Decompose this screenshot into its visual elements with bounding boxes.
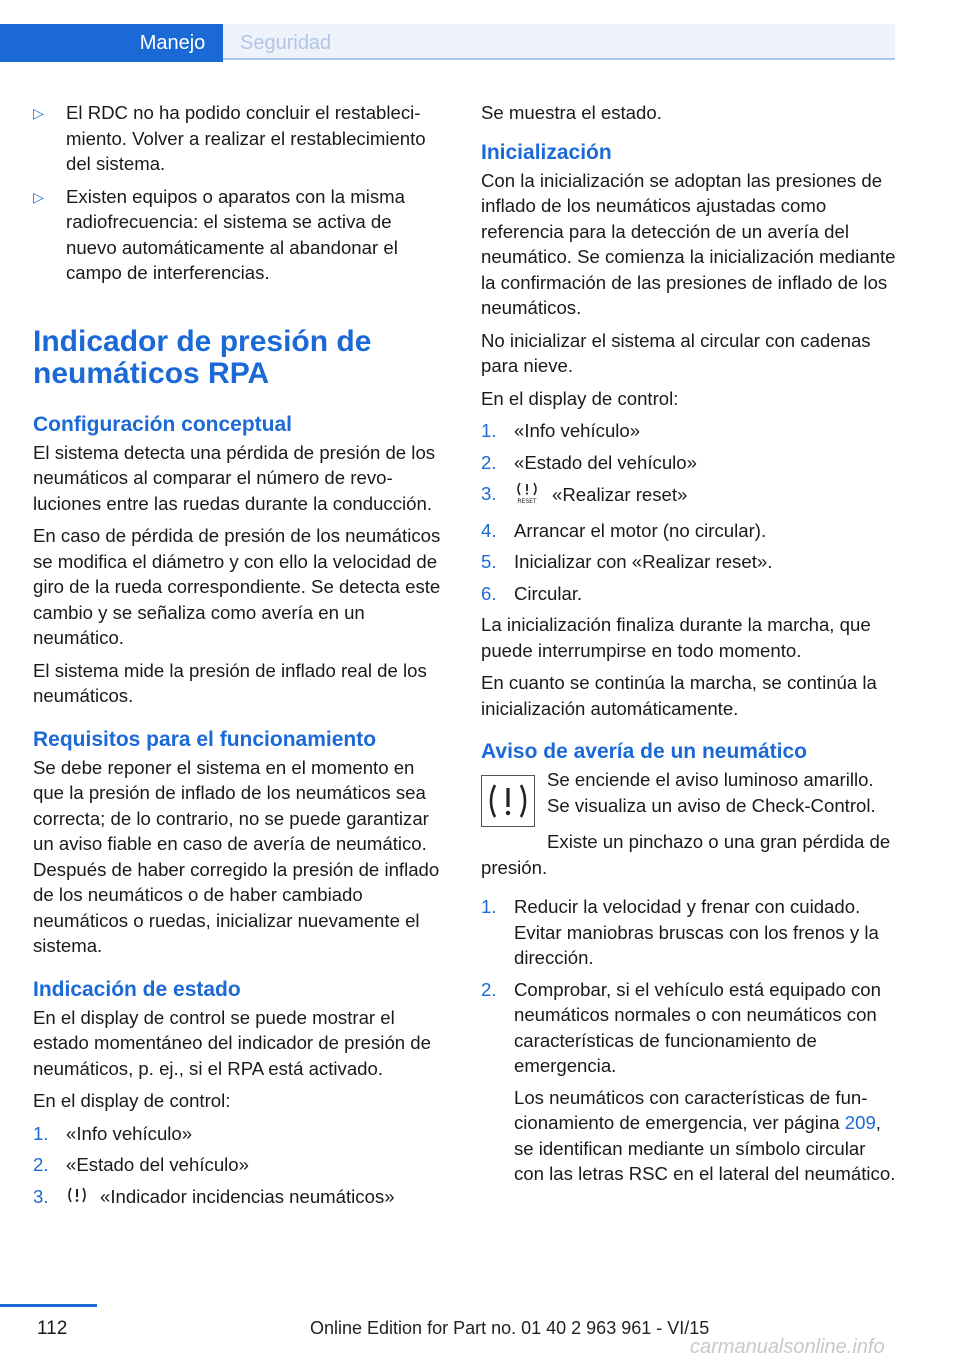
paragraph: En el display de control: — [33, 1090, 231, 1111]
bullet-text: El RDC no ha podido concluir el restablecimiento. Volver a realizar el restablecimiento del sistema. — [66, 102, 426, 174]
warning-text: Existe un pinchazo o una gran pérdida de presión. — [481, 831, 891, 878]
step-text: «Info vehículo» — [66, 1122, 193, 1144]
paragraph: En cuanto se continúa la marcha, se continúa la inicialización automáticamente. — [481, 672, 877, 719]
paragraph: En el display de control: — [481, 387, 679, 409]
heading-concept: Configuración conceptual — [33, 412, 293, 436]
paragraph: Se muestra el estado. — [481, 102, 662, 123]
bullet-text: Existen equipos o aparatos con la misma radiofrecuencia: el sistema se activa de nuevo automáticamente al abandonar el campo de interferencias. — [66, 185, 405, 283]
step-text: Arrancar el motor (no circular). — [514, 519, 767, 541]
list-item — [481, 549, 897, 575]
step-number: 4. — [481, 519, 497, 541]
paragraph: Se debe reponer el sistema en el momento en que la presión de inflado de los neumáticos sea correcta; de lo contrario, no se puede garantizar un aviso fiable en caso de avería de neumático. Después de haber corregido la presión de inflado de los neumáticos o de haber cambiado neumáticos o ruedas, inicializar nuevamente el sistema. — [33, 756, 440, 956]
step-text: Reducir la velocidad y frenar con cuidado. Evitar maniobras bruscas con los frenos y la dirección. — [514, 896, 879, 968]
svg-text:RESET: RESET — [517, 498, 537, 505]
step-text: «Info vehículo» — [514, 420, 641, 441]
watermark: carmanualsonline.info — [690, 1336, 885, 1358]
bullet-item — [33, 100, 447, 177]
triangle-bullet-icon: ▷ — [33, 188, 44, 205]
left-column — [33, 100, 447, 1218]
paragraph: La inicialización finaliza durante la marcha, que puede interrumpirse en todo momento. — [481, 614, 871, 661]
step-text: Comprobar, si el vehículo está equipado con neumáticos normales o con neumáticos con características de funcionamiento de emergencia. — [514, 978, 881, 1076]
step-number: 1. — [481, 420, 497, 441]
paragraph — [481, 829, 897, 880]
list-item — [481, 977, 897, 1187]
list-item — [481, 581, 897, 607]
step-number: 1. — [481, 896, 497, 917]
tab-seguridad[interactable]: Seguridad — [223, 24, 895, 60]
step-number: 2. — [481, 451, 497, 473]
heading-init: Inicialización — [481, 140, 612, 164]
tire-reset-icon — [514, 481, 540, 512]
tire-pressure-icon — [66, 1184, 88, 1213]
paragraph: En el display de control se puede mostrar el estado momentáneo del indicador de presión de neumáticos, p. ej., si el RPA está activado. — [33, 1006, 431, 1079]
tab-manejo[interactable]: Manejo — [122, 24, 223, 62]
paragraph: Se enciende el aviso luminoso amarillo. Se visualiza un aviso de Check-Control. — [547, 769, 876, 816]
step-number: 1. — [33, 1122, 49, 1144]
step-text: «Realizar reset» — [552, 484, 688, 506]
list-item — [481, 450, 897, 476]
list-item — [33, 1121, 447, 1147]
heading-fault: Aviso de avería de un neumático — [481, 740, 807, 763]
sub-text: Los neumáticos con características de funcionamiento de emergencia, ver página — [514, 1086, 868, 1133]
heading-status: Indicación de estado — [33, 977, 241, 1001]
sub-paragraph — [514, 1085, 897, 1187]
step-number: 3. — [481, 483, 497, 504]
paragraph: No inicializar el sistema al circular con cadenas para nieve. — [481, 329, 871, 376]
step-number: 2. — [481, 978, 497, 1000]
sub-text: , se identifican mediante un símbolo circular con las letras RSC en el lateral del neumático. — [514, 1112, 896, 1184]
list-item — [481, 418, 897, 444]
step-number: 3. — [33, 1185, 49, 1207]
list-item — [33, 1184, 447, 1213]
footer-accent — [0, 1304, 97, 1307]
paragraph: El sistema detecta una pérdida de presión de los neumáticos al comparar el número de revoluciones entre las ruedas durante la conducción. — [33, 441, 436, 514]
header-bar — [0, 0, 895, 62]
section-title: Indicador de presión de neumáticos RPA — [33, 324, 372, 390]
list-item — [33, 1152, 447, 1178]
bullet-item — [33, 184, 447, 286]
step-text: Circular. — [514, 582, 583, 604]
list-item — [481, 481, 897, 512]
list-item — [481, 518, 897, 544]
paragraph: Con la inicialización se adoptan las presiones de inflado de los neumáticos ajustadas como referencia para la detección de un avería del neumático. Se comienza la inicialización mediante la confirmación de las presiones de inflado de los neumáticos. — [481, 169, 896, 318]
heading-requirements: Requisitos para el funcionamiento — [33, 727, 377, 751]
paragraph: En caso de pérdida de presión de los neumáticos se modifica el diámetro y con ello la velocidad de giro de la rueda correspondiente. Se detecta este cambio y se señaliza como avería en un neumático. — [33, 525, 441, 648]
step-number: 2. — [33, 1154, 49, 1175]
list-item — [481, 894, 897, 971]
right-column — [481, 100, 897, 1193]
edition-text: Online Edition for Part no. 01 40 2 963 961 - VI/15 — [310, 1318, 710, 1338]
step-number: 6. — [481, 582, 497, 604]
page-link[interactable]: 209 — [844, 1112, 876, 1133]
paragraph: El sistema mide la presión de inflado real de los neumáticos. — [33, 659, 427, 706]
step-text: «Indicador incidencias neumáticos» — [100, 1185, 395, 1207]
step-text: «Estado del vehículo» — [514, 451, 697, 473]
step-text: Inicializar con «Realizar reset». — [514, 551, 773, 572]
warning-block — [481, 767, 897, 827]
step-text: «Estado del vehículo» — [66, 1154, 249, 1175]
step-number: 5. — [481, 551, 497, 572]
triangle-bullet-icon: ▷ — [33, 105, 44, 121]
tire-warning-icon — [481, 775, 535, 827]
page-number: 112 — [37, 1318, 68, 1339]
header-accent — [0, 24, 122, 62]
